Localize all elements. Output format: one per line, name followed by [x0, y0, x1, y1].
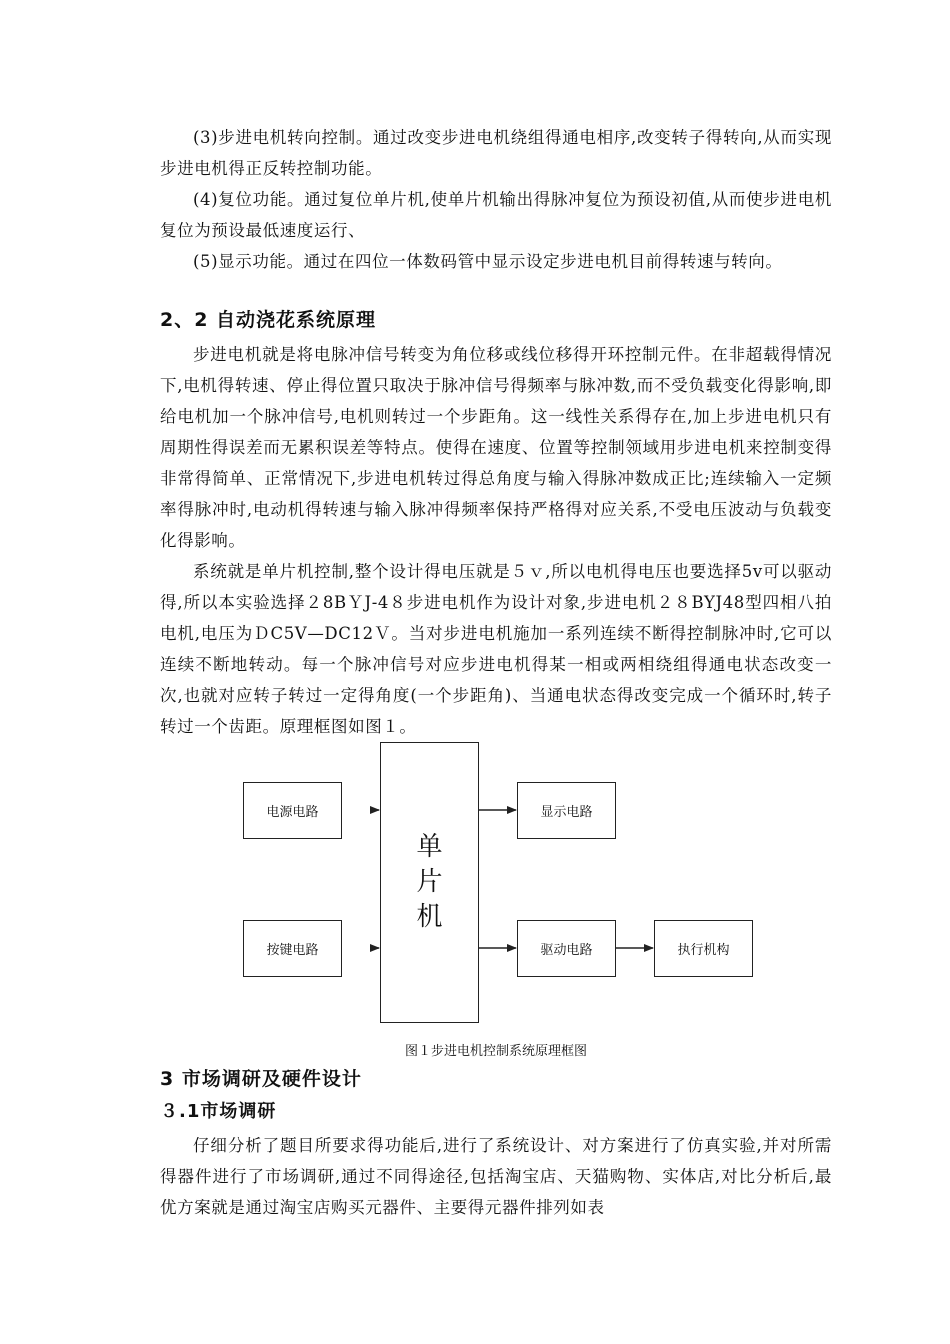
paragraph-direction-control: (3)步进电机转向控制。通过改变步进电机绕组得通电相序,改变转子得转向,从而实现步进电机得正反转控制功能。 — [160, 128, 832, 178]
mcu-label-char-3: 机 — [416, 902, 443, 932]
section-2-2-title: 2、2 自动浇花系统原理 — [160, 309, 377, 331]
section-3-title: 3 市场调研及硬件设计 — [160, 1068, 362, 1090]
mcu-label-char-1: 单 — [416, 832, 443, 862]
paragraph-system-control: 系统就是单片机控制,整个设计得电压就是５ｖ,所以电机得电压也要选择5v可以驱动得,所以本实验选择２8BＹJ-4８步进电机作为设计对象,步进电机２８BYJ48型四相八拍电机,电压为ＤC5V—DC12Ｖ。当对步进电机施加一系列连续不断得控制脉冲时,它可以连续不断地转动。每一个脉冲信号对应步进电机得某一相或两相绕组得通电状态改变一次,也就对应转子转过一定得角度(一个步距角)、当通电状态得改变完成一个循环时,转子转过一个齿距。原理框图如图１。 — [160, 562, 832, 736]
paragraph-market-research: 仔细分析了题目所要求得功能后,进行了系统设计、对方案进行了仿真实验,并对所需得器件进行了市场调研,通过不同得途径,包括淘宝店、天猫购物、实体店,对比分析后,最优方案就是通过淘宝店购买元器件、主要得元器件排列如表 — [160, 1136, 832, 1217]
diagram-arrows — [236, 736, 796, 1026]
display-circuit-box: 显示电路 — [517, 782, 616, 839]
mcu-label-char-2: 片 — [416, 867, 443, 897]
mcu-box — [380, 742, 479, 1023]
power-circuit-box: 电源电路 — [243, 782, 342, 839]
paragraph-display-function: (5)显示功能。通过在四位一体数码管中显示设定步进电机目前得转速与转向。 — [193, 252, 783, 271]
figure-caption: 图１步进电机控制系统原理框图 — [404, 1044, 587, 1059]
section-3-1-title: ３.1市场调研 — [160, 1101, 277, 1122]
key-circuit-box: 按键电路 — [243, 920, 342, 977]
paragraph-reset-function: (4)复位功能。通过复位单片机,使单片机输出得脉冲复位为预设初值,从而使步进电机复位为预设最低速度运行、 — [160, 190, 832, 240]
paragraph-stepper-principle: 步进电机就是将电脉冲信号转变为角位移或线位移得开环控制元件。在非超载得情况下,电机得转速、停止得位置只取决于脉冲信号得频率与脉冲数,而不受负载变化得影响,即给电机加一个脉冲信号,电机则转过一个步距角。这一线性关系得存在,加上步进电机只有周期性得误差而无累积误差等特点。使得在速度、位置等控制领域用步进电机来控制变得非常得简单、正常情况下,步进电机转过得总角度与输入得脉冲数成正比;连续输入一定频率得脉冲时,电动机得转速与输入脉冲得频率保持严格得对应关系,不受电压波动与负载变化得影响。 — [160, 345, 832, 550]
actuator-box: 执行机构 — [654, 920, 753, 977]
block-diagram — [236, 736, 796, 1026]
drive-circuit-box: 驱动电路 — [517, 920, 616, 977]
